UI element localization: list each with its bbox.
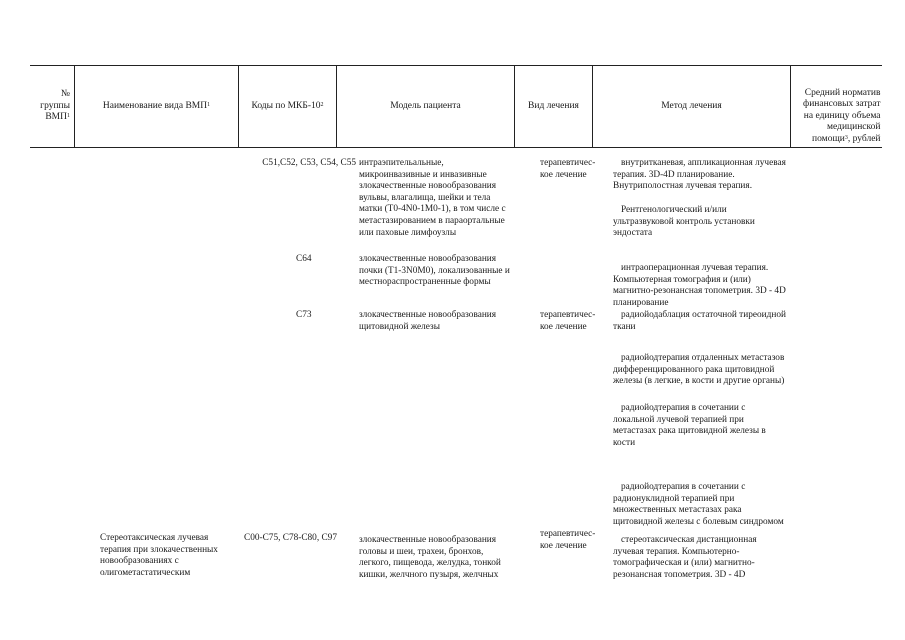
header-vmp-name-footnote: 1 <box>207 101 211 108</box>
row3-method-d: радиойодтерапия в сочетании с радионуклидной терапией при множественных метастазах рака щитовидной железы с болевым синдромом <box>613 482 784 527</box>
header-patient-model-text: Модель пациента <box>390 100 461 111</box>
header-treatment-type <box>515 66 592 147</box>
header-cost-standard-tail: , рублей <box>847 133 881 144</box>
header-vmp-name-wrap <box>103 101 210 113</box>
header-treatment-type-text: Вид лечения <box>528 100 579 111</box>
header-icd-codes <box>239 66 336 147</box>
header-group-number-text: ВМП <box>45 112 67 123</box>
row2-patient-model: злокачественные новообразования почки (T1-3N0M0), локализованные и местнораспространенные формы <box>359 254 510 288</box>
header-treatment-method <box>593 66 790 147</box>
header-icd-codes-footnote: 2 <box>320 101 324 108</box>
header-vmp-name-text: Наименование вида ВМП <box>102 100 208 111</box>
row1-icd-codes: C51,C52, C53, C54, C55 <box>262 158 356 168</box>
header-group-number-line2: группы <box>40 100 70 111</box>
header-cost-standard-text: Средний норматив финансовых затрат на единицу объема медицинской помощи <box>803 87 881 144</box>
header-group-number-line1: № <box>60 89 70 100</box>
row1-method-a: внутритканевая, аппликационная лучевая терапия. 3D-4D планирование. Внутриполостная лучевая терапия. <box>613 158 786 192</box>
row4-patient-model: злокачественные новообразования головы и шеи, трахеи, бронхов, легкого, пищевода, желудка, тонкой кишки, желчного пузыря, желчных <box>359 535 501 580</box>
row4-icd-codes: C00-C75, C78-C80, C97 <box>244 533 337 543</box>
header-vmp-name <box>75 66 238 147</box>
row4-treatment-type: терапевтичес- кое лечение <box>540 529 596 551</box>
row2-method: интраоперационная лучевая терапия. Компьютерная томография и (или) магнитно-резонансная топометрия. 3D - 4D планирование <box>613 263 786 308</box>
header-treatment-method-text: Метод лечения <box>661 100 722 111</box>
row4-vmp-name: Стереотаксическая лучевая терапия при злокачественных новообразованиях с олигометастатическим <box>100 533 218 578</box>
header-cost-standard-wrap <box>793 88 881 146</box>
row3-method-c: радиойодтерапия в сочетании с локальной лучевой терапией при метастазах рака щитовидной железы в кости <box>613 403 766 448</box>
row3-treatment-type: терапевтичес- кое лечение <box>540 310 596 332</box>
header-group-number <box>31 66 74 147</box>
header-cost-standard-footnote: 3 <box>844 134 848 141</box>
header-bottom-border <box>30 147 882 148</box>
row4-method: стереотаксическая дистанционная лучевая терапия. Компьютерно- томографическая и (или) магнитно- резонансная топометрия. 3D - 4D <box>613 535 757 580</box>
header-patient-model <box>337 66 514 147</box>
row1-method-b: Рентгенологический и/или ультразвуковой контроль установки эндостата <box>613 205 755 239</box>
row2-icd-codes: C64 <box>296 254 312 264</box>
header-icd-codes-text: Коды по МКБ-10 <box>251 100 321 111</box>
row3-patient-model: злокачественные новообразования щитовидной железы <box>359 310 497 332</box>
row3-method-a: радиойодаблация остаточной тиреоидной ткани <box>613 310 786 332</box>
row1-patient-model: интраэпительальные, микроинвазивные и инвазивные злокачественные новообразования вульвы, влагалища, шейки и тела матки (T0-4N0-1M0-1), в том числе с метастазированием в параортальные или паховые лимфоузлы <box>359 158 506 238</box>
header-group-number-line3 <box>40 112 70 124</box>
row1-treatment-type: терапевтичес- кое лечение <box>540 158 596 180</box>
header-cost-standard <box>791 66 882 147</box>
row3-method-b: радиойодтерапия отдаленных метастазов дифференцированного рака щитовидной железы (в легкие, в кости и другие органы) <box>613 353 785 387</box>
row3-icd-codes: C73 <box>296 310 312 320</box>
header-icd-codes-wrap <box>251 101 323 113</box>
header-group-number-footnote: 1 <box>67 113 70 120</box>
